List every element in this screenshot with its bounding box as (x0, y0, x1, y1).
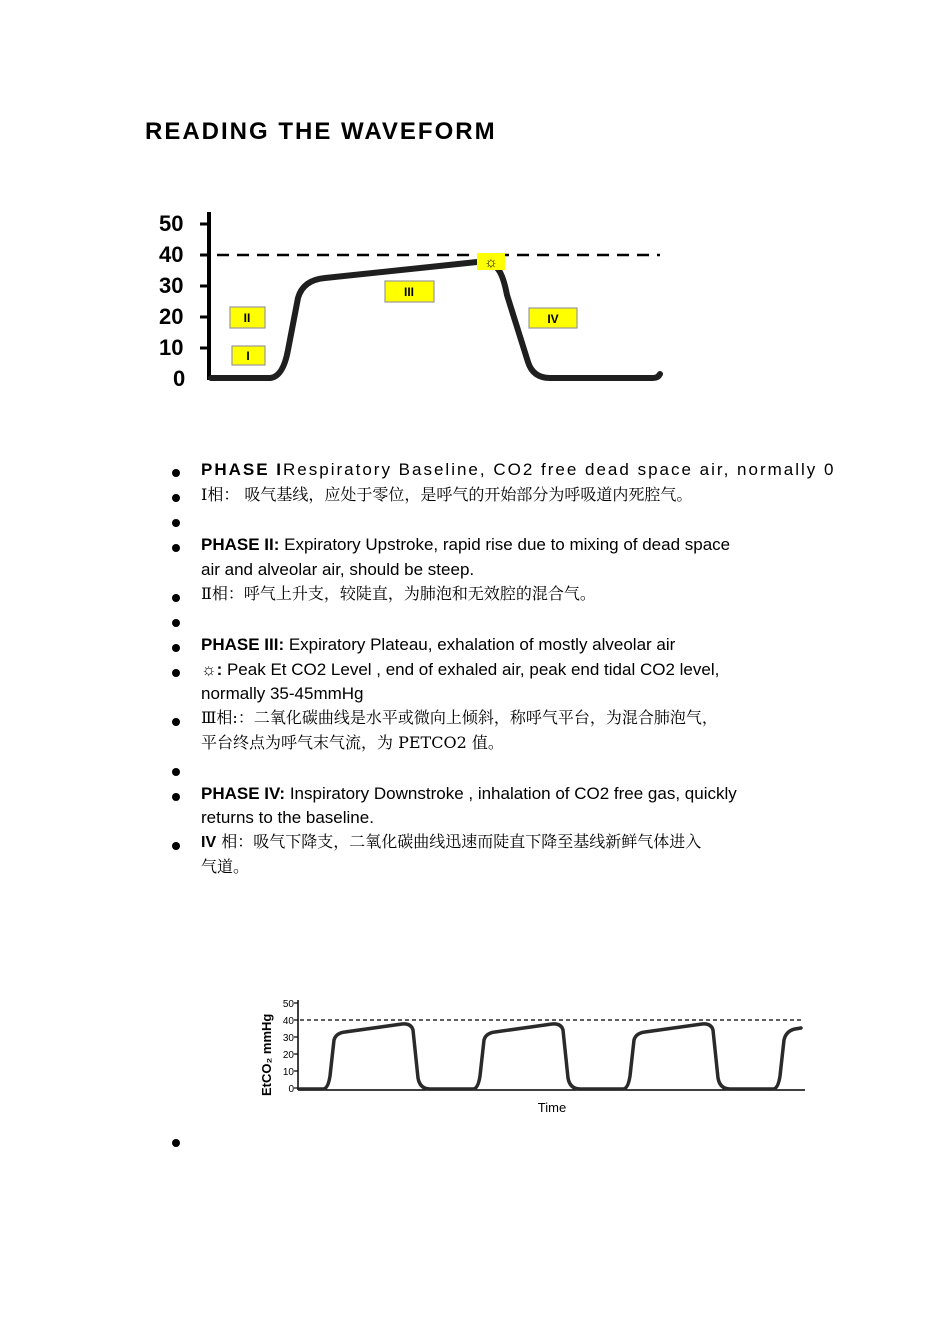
bullet (172, 793, 180, 801)
bullet (172, 494, 180, 502)
bullet (172, 842, 180, 850)
y-tick-label: 20 (159, 304, 184, 329)
bullet (172, 669, 180, 677)
y-tick-label: 10 (282, 1067, 294, 1078)
phase-iv-label: IV (547, 312, 559, 326)
y-tick-label: 50 (282, 999, 294, 1010)
phase-2-heading: PHASE II: (201, 535, 280, 554)
capnogram-trend-figure (255, 988, 815, 1128)
phase-1-text: Respiratory Baseline, CO2 free dead space air, normally 0 (283, 460, 836, 479)
phase-i-label: I (246, 349, 250, 363)
phase-2-description-cont: air and alveolar air, should be steep. (201, 560, 475, 579)
y-tick-label: 0 (288, 1084, 294, 1095)
bullet (172, 718, 180, 726)
phase-4-description (201, 784, 737, 804)
phase-4-chinese (201, 832, 701, 853)
bullet (172, 619, 180, 627)
phase-3-text: Expiratory Plateau, exhalation of mostly alveolar air (284, 635, 676, 654)
bullet (172, 644, 180, 652)
page-title: READING THE WAVEFORM (145, 118, 497, 145)
phase-iii-label: III (403, 285, 415, 299)
y-axis-label: EtCO₂ mmHg (259, 1013, 274, 1096)
y-tick-label: 40 (159, 242, 184, 267)
peak-description (201, 660, 719, 680)
phase-1-chinese: Ⅰ相： 吸气基线，应处于零位，是呼气的开始部分为呼吸道内死腔气。 (201, 485, 693, 504)
y-tick-label: 50 (159, 211, 184, 236)
bullet (172, 469, 180, 477)
phase-4-chinese-cont: 气道。 (201, 857, 250, 876)
phase-1-description (201, 460, 835, 480)
peak-marker: ☼ (484, 254, 498, 271)
x-axis-label: Time (537, 1100, 567, 1115)
phase-3-chinese-cont: 平台终点为呼气末气流，为 PETCO2 值。 (201, 733, 504, 752)
phase-4-chinese-heading: IV (201, 834, 217, 851)
y-tick-label: 10 (159, 335, 184, 360)
phase-4-heading: PHASE IV: (201, 784, 286, 803)
bullet (172, 519, 180, 527)
phase-3-heading: PHASE III: (201, 635, 285, 654)
phase-3-chinese: Ⅲ相:：二氧化碳曲线是水平或微向上倾斜，称呼气平台，为混合肺泡气， (201, 708, 718, 727)
waveform-line (211, 262, 660, 378)
bullet (172, 594, 180, 602)
bullet (172, 1139, 180, 1147)
phase-1-heading: PHASE I (201, 460, 284, 479)
y-tick-label: 30 (282, 1033, 294, 1044)
phase-2-text: Expiratory Upstroke, rapid rise due to mixing of dead space (279, 535, 731, 554)
waveform-trend-line (300, 1024, 801, 1089)
capnogram-phases-figure (155, 200, 665, 400)
peak-heading: ☼: (201, 660, 223, 679)
phase-4-text: Inspiratory Downstroke , inhalation of CO2 free gas, quickly (285, 784, 737, 803)
bullet (172, 544, 180, 552)
phase-3-description (201, 635, 675, 655)
phase-4-description-cont: returns to the baseline. (201, 808, 374, 827)
peak-description-cont: normally 35-45mmHg (201, 684, 364, 703)
phase-4-chinese-text: 相：吸气下降支，二氧化碳曲线迅速而陡直下降至基线新鲜气体进入 (216, 832, 702, 851)
y-tick-label: 40 (282, 1016, 294, 1027)
peak-text: Peak Et CO2 Level , end of exhaled air, peak end tidal CO2 level, (222, 660, 720, 679)
bullet (172, 768, 180, 776)
phase-2-chinese: Ⅱ相：呼气上升支，较陡直，为肺泡和无效腔的混合气。 (201, 584, 596, 603)
phase-ii-label: II (243, 311, 251, 325)
y-tick-label: 0 (173, 366, 186, 391)
y-tick-label: 30 (159, 273, 184, 298)
phase-2-description (201, 535, 730, 555)
y-tick-label: 20 (282, 1050, 294, 1061)
